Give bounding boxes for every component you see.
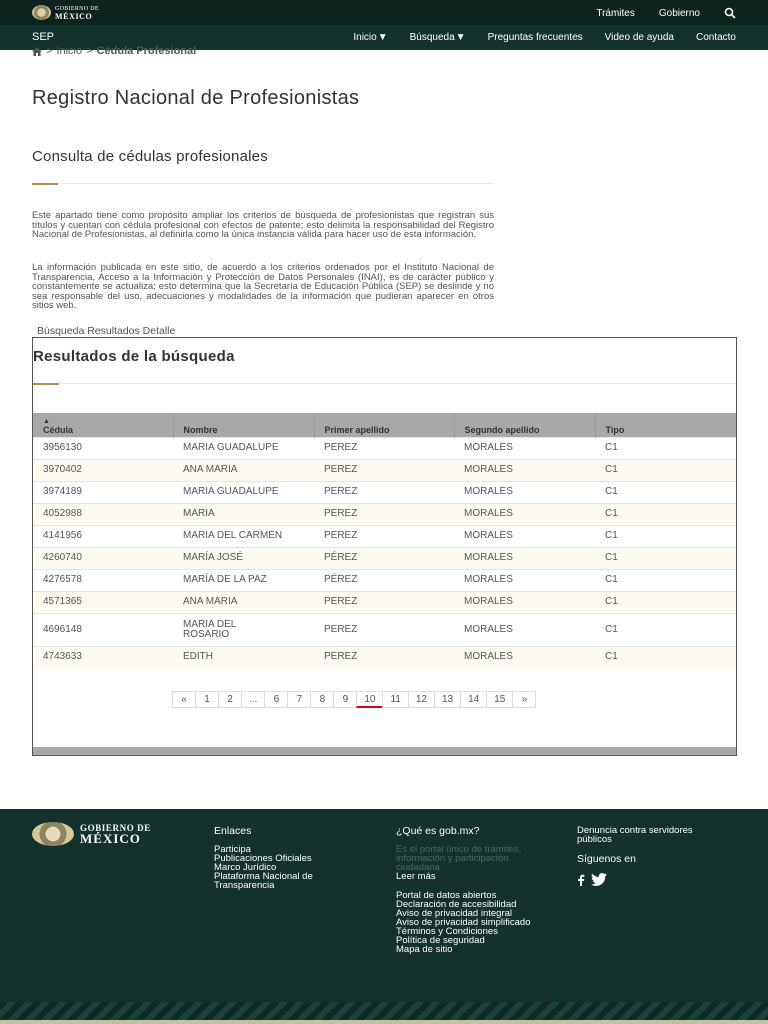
cell-segundo-apellido: MORALES bbox=[454, 547, 595, 569]
cell-cedula: 4052988 bbox=[33, 503, 173, 525]
tab-busqueda[interactable]: Búsqueda bbox=[37, 325, 85, 337]
results-divider bbox=[59, 383, 736, 384]
footer-link-seguridad[interactable]: Política de seguridad bbox=[396, 935, 485, 946]
cell-tipo: C1 bbox=[595, 569, 736, 591]
footer-pattern-band bbox=[0, 1002, 768, 1024]
footer-enlaces bbox=[214, 826, 374, 890]
column-header-nombre[interactable]: Nombre bbox=[173, 413, 314, 437]
cell-cedula: 4696148 bbox=[33, 613, 173, 646]
column-header-primer-apellido[interactable]: Primer apellido bbox=[314, 413, 454, 437]
tab-resultados[interactable]: Resultados bbox=[87, 325, 140, 337]
results-footer-bar bbox=[33, 747, 736, 755]
step-tabs bbox=[37, 325, 175, 337]
pager-page[interactable]: 1 bbox=[195, 691, 219, 708]
title-underline bbox=[32, 183, 58, 185]
footer-que-es-text: Es el portal único de trámites, información y participación ciudadana. bbox=[396, 844, 522, 873]
pager-next[interactable]: » bbox=[512, 691, 536, 708]
cell-segundo-apellido: MORALES bbox=[454, 646, 595, 668]
cell-nombre: MARIA DEL CARMEN bbox=[173, 525, 314, 547]
breadcrumb-separator: > bbox=[86, 45, 93, 57]
cell-nombre: MARÍA DE LA PAZ bbox=[173, 569, 314, 591]
footer-stripe bbox=[0, 1020, 768, 1024]
cell-primer-apellido: PEREZ bbox=[314, 437, 454, 459]
cell-nombre: MARIA GUADALUPE bbox=[173, 437, 314, 459]
cell-cedula: 4276578 bbox=[33, 569, 173, 591]
cell-cedula: 3974189 bbox=[33, 481, 173, 503]
nav-item-contacto[interactable]: Contacto bbox=[695, 32, 736, 43]
cell-primer-apellido: PEREZ bbox=[314, 503, 454, 525]
cell-segundo-apellido: MORALES bbox=[454, 569, 595, 591]
caret-down-icon: ▼ bbox=[377, 32, 388, 43]
top-link-tramites[interactable]: Trámites bbox=[596, 7, 635, 19]
footer-link-participa[interactable]: Participa bbox=[214, 844, 251, 855]
top-bar bbox=[0, 0, 768, 25]
pager-page[interactable]: 13 bbox=[434, 691, 461, 708]
table-row[interactable] bbox=[33, 591, 736, 613]
pager-page[interactable]: 15 bbox=[486, 691, 513, 708]
results-panel bbox=[32, 337, 737, 756]
footer-link-terminos[interactable]: Términos y Condiciones bbox=[396, 926, 498, 937]
top-link-gobierno[interactable]: Gobierno bbox=[658, 7, 700, 19]
footer-link-denuncia[interactable]: Denuncia contra servidores públicos bbox=[577, 825, 693, 845]
twitter-icon[interactable] bbox=[591, 873, 607, 888]
cell-primer-apellido: PEREZ bbox=[314, 481, 454, 503]
cell-cedula: 4260740 bbox=[33, 547, 173, 569]
cell-primer-apellido: PEREZ bbox=[314, 591, 454, 613]
cell-segundo-apellido: MORALES bbox=[454, 437, 595, 459]
page-title: Registro Nacional de Profesionistas bbox=[32, 87, 360, 109]
breadcrumb bbox=[32, 45, 196, 57]
home-icon[interactable] bbox=[32, 47, 42, 56]
table-row[interactable] bbox=[33, 646, 736, 668]
cell-nombre: EDITH bbox=[173, 646, 314, 668]
column-header-label: Cédula bbox=[43, 424, 74, 435]
nav-item-inicio[interactable] bbox=[353, 32, 387, 43]
cell-segundo-apellido: MORALES bbox=[454, 481, 595, 503]
footer-link-mapa[interactable]: Mapa de sitio bbox=[396, 944, 453, 955]
results-table bbox=[33, 413, 736, 668]
site-footer bbox=[0, 809, 768, 1002]
column-header-cedula[interactable] bbox=[33, 413, 173, 437]
breadcrumb-inicio[interactable]: Inicio bbox=[56, 45, 83, 57]
footer-logo-line2: MÉXICO bbox=[80, 831, 141, 846]
table-header-row bbox=[33, 413, 736, 437]
caret-down-icon: ▼ bbox=[455, 32, 466, 43]
footer-logo-line1: GOBIERNO DE bbox=[80, 823, 151, 833]
nav-item-label: Inicio bbox=[353, 32, 377, 44]
coat-of-arms-icon bbox=[32, 822, 74, 846]
pager-page[interactable]: 7 bbox=[287, 691, 311, 708]
intro-paragraph: Este apartado tiene como propósito ampliar los criterios de búsqueda de profesionistas que registran sus títulos y cuentan con cédula profesional con efectos de patente; esto delimita la responsabilidad del Registro Nacional de Profesionistas, al definirla como la única instancia válida para hacer uso de esta información. bbox=[32, 210, 494, 240]
cell-nombre: ANA MARIA bbox=[173, 591, 314, 613]
table-row[interactable] bbox=[33, 437, 736, 459]
cell-tipo: C1 bbox=[595, 437, 736, 459]
pager-page: ... bbox=[241, 691, 265, 708]
cell-nombre: ANA MARIA bbox=[173, 459, 314, 481]
pager-page[interactable]: 2 bbox=[218, 691, 242, 708]
footer-link-transparencia[interactable]: Plataforma Nacional de Transparencia bbox=[214, 871, 313, 891]
table-row[interactable] bbox=[33, 481, 736, 503]
nav-item-video[interactable]: Video de ayuda bbox=[604, 32, 674, 43]
footer-leer-mas-link[interactable]: Leer más bbox=[396, 871, 436, 882]
footer-right bbox=[577, 826, 727, 888]
footer-que-es-title: ¿Qué es gob.mx? bbox=[396, 825, 480, 837]
cell-cedula: 4571365 bbox=[33, 591, 173, 613]
facebook-icon[interactable] bbox=[577, 874, 585, 888]
cell-cedula: 4141956 bbox=[33, 525, 173, 547]
cell-cedula: 3970402 bbox=[33, 459, 173, 481]
cell-cedula: 4743633 bbox=[33, 646, 173, 668]
title-divider bbox=[58, 183, 494, 184]
footer-link-privacidad-simplificado[interactable]: Aviso de privacidad simplificado bbox=[396, 917, 531, 928]
cell-segundo-apellido: MORALES bbox=[454, 459, 595, 481]
cell-segundo-apellido: MORALES bbox=[454, 503, 595, 525]
results-underline bbox=[33, 383, 59, 385]
pager-page[interactable]: 12 bbox=[408, 691, 435, 708]
cell-segundo-apellido: MORALES bbox=[454, 613, 595, 646]
cell-primer-apellido: PEREZ bbox=[314, 525, 454, 547]
footer-link-publicaciones[interactable]: Publicaciones Oficiales bbox=[214, 853, 312, 864]
pagination bbox=[173, 691, 536, 708]
sort-ascending-icon: ▲ bbox=[43, 417, 50, 425]
gobierno-logo[interactable] bbox=[32, 5, 99, 20]
cell-primer-apellido: PEREZ bbox=[314, 459, 454, 481]
pager-page[interactable]: 8 bbox=[310, 691, 334, 708]
table-row[interactable] bbox=[33, 613, 736, 646]
column-header-segundo-apellido[interactable]: Segundo apellido bbox=[454, 413, 595, 437]
cell-cedula: 3956130 bbox=[33, 437, 173, 459]
table-row[interactable] bbox=[33, 547, 736, 569]
cell-primer-apellido: PEREZ bbox=[314, 613, 454, 646]
pager-page[interactable]: 11 bbox=[382, 691, 408, 708]
table-row[interactable] bbox=[33, 503, 736, 525]
cell-segundo-apellido: MORALES bbox=[454, 525, 595, 547]
footer-link-accesibilidad[interactable]: Declaración de accesibilidad bbox=[396, 899, 517, 910]
footer-gobierno-logo[interactable] bbox=[32, 822, 151, 846]
cell-primer-apellido: PÉREZ bbox=[314, 547, 454, 569]
nav-item-busqueda[interactable] bbox=[410, 32, 466, 43]
cell-tipo: C1 bbox=[595, 481, 736, 503]
pager-prev[interactable]: « bbox=[172, 691, 196, 708]
footer-link-datos-abiertos[interactable]: Portal de datos abiertos bbox=[396, 890, 497, 901]
cell-primer-apellido: PÉREZ bbox=[314, 569, 454, 591]
breadcrumb-current: Cédula Profesional bbox=[96, 45, 197, 57]
footer-siguenos: Síguenos en bbox=[577, 853, 636, 865]
table-row[interactable] bbox=[33, 459, 736, 481]
cell-tipo: C1 bbox=[595, 525, 736, 547]
cell-segundo-apellido: MORALES bbox=[454, 591, 595, 613]
pager-page[interactable]: 14 bbox=[460, 691, 487, 708]
footer-link-privacidad-integral[interactable]: Aviso de privacidad integral bbox=[396, 908, 513, 919]
nav-brand[interactable]: SEP bbox=[32, 31, 55, 43]
cell-nombre: MARIA bbox=[173, 503, 314, 525]
pager-page[interactable]: 9 bbox=[333, 691, 357, 708]
nav-item-label: Búsqueda bbox=[409, 32, 455, 44]
footer-link-marco[interactable]: Marco Jurídico bbox=[214, 862, 277, 873]
tab-detalle[interactable]: Detalle bbox=[142, 325, 176, 337]
cell-nombre: MARÍA JOSÉ bbox=[173, 547, 314, 569]
page-subtitle: Consulta de cédulas profesionales bbox=[32, 148, 268, 165]
footer-enlaces-title: Enlaces bbox=[214, 825, 252, 837]
pager-page[interactable]: 10 bbox=[356, 691, 383, 708]
nav-item-preguntas[interactable]: Preguntas frecuentes bbox=[487, 32, 583, 43]
table-row[interactable] bbox=[33, 525, 736, 547]
cell-nombre: MARIA GUADALUPE bbox=[173, 481, 314, 503]
cell-tipo: C1 bbox=[595, 459, 736, 481]
cell-tipo: C1 bbox=[595, 547, 736, 569]
footer-que-es bbox=[396, 826, 546, 954]
search-icon[interactable] bbox=[724, 7, 736, 19]
table-row[interactable] bbox=[33, 569, 736, 591]
coat-of-arms-icon bbox=[32, 5, 51, 20]
logo-line1: GOBIERNO DE bbox=[55, 5, 99, 12]
cell-nombre: MARIA DEL ROSARIO bbox=[173, 613, 314, 646]
column-header-tipo[interactable]: Tipo bbox=[595, 413, 736, 437]
cell-tipo: C1 bbox=[595, 591, 736, 613]
breadcrumb-separator: > bbox=[46, 45, 53, 57]
cell-tipo: C1 bbox=[595, 646, 736, 668]
results-title: Resultados de la búsqueda bbox=[33, 348, 235, 365]
pager-page[interactable]: 6 bbox=[264, 691, 288, 708]
disclaimer-paragraph: La información publicada en este sitio, de acuerdo a los criterios ordenados por el Instituto Nacional de Transparencia, Acceso a la Información y Protección de Datos Personales (INAI), es de carácter público y constantemente se actualiza; esto determina que la Secretaría de Educación Pública (SEP) se deslinde y no sea responsable del uso, adecuaciones y modalidades de la información que pudieran aparecer en otros sitios web. bbox=[32, 262, 494, 311]
cell-tipo: C1 bbox=[595, 503, 736, 525]
cell-tipo: C1 bbox=[595, 613, 736, 646]
logo-line2: MÉXICO bbox=[55, 11, 93, 21]
cell-primer-apellido: PEREZ bbox=[314, 646, 454, 668]
